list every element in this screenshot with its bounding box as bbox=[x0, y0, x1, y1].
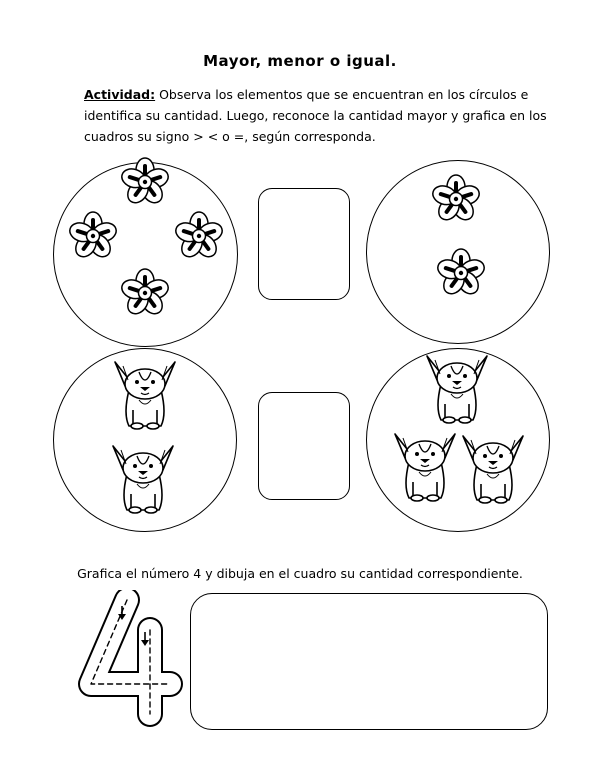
flower-icon bbox=[63, 206, 123, 266]
activity-label: Actividad: bbox=[84, 87, 156, 102]
dog-icon bbox=[458, 432, 528, 506]
flower-icon bbox=[115, 152, 175, 212]
flower-icon bbox=[431, 243, 491, 303]
drawing-box[interactable] bbox=[190, 593, 548, 730]
dog-icon bbox=[422, 352, 492, 426]
flower-icon bbox=[426, 169, 486, 229]
page-title: Mayor, menor o igual. bbox=[203, 52, 397, 70]
comparison-answer-box[interactable] bbox=[258, 188, 350, 300]
flower-icon bbox=[115, 263, 175, 323]
number-4-tracing bbox=[78, 590, 186, 728]
comparison-answer-box[interactable] bbox=[258, 392, 350, 500]
dog-icon bbox=[390, 430, 460, 504]
flower-icon bbox=[169, 206, 229, 266]
drawing-instruction: Grafica el número 4 y dibuja en el cuadro su cantidad correspondiente. bbox=[77, 566, 523, 581]
dog-icon bbox=[108, 442, 178, 516]
dog-icon bbox=[110, 358, 180, 432]
activity-instructions bbox=[84, 84, 554, 147]
activity-text: Observa los elementos que se encuentran en los círculos e identifica su cantidad. Luego, reconoce la cantidad mayor y grafica en los cuadros su signo > < o =, según corresponda. bbox=[84, 87, 547, 144]
